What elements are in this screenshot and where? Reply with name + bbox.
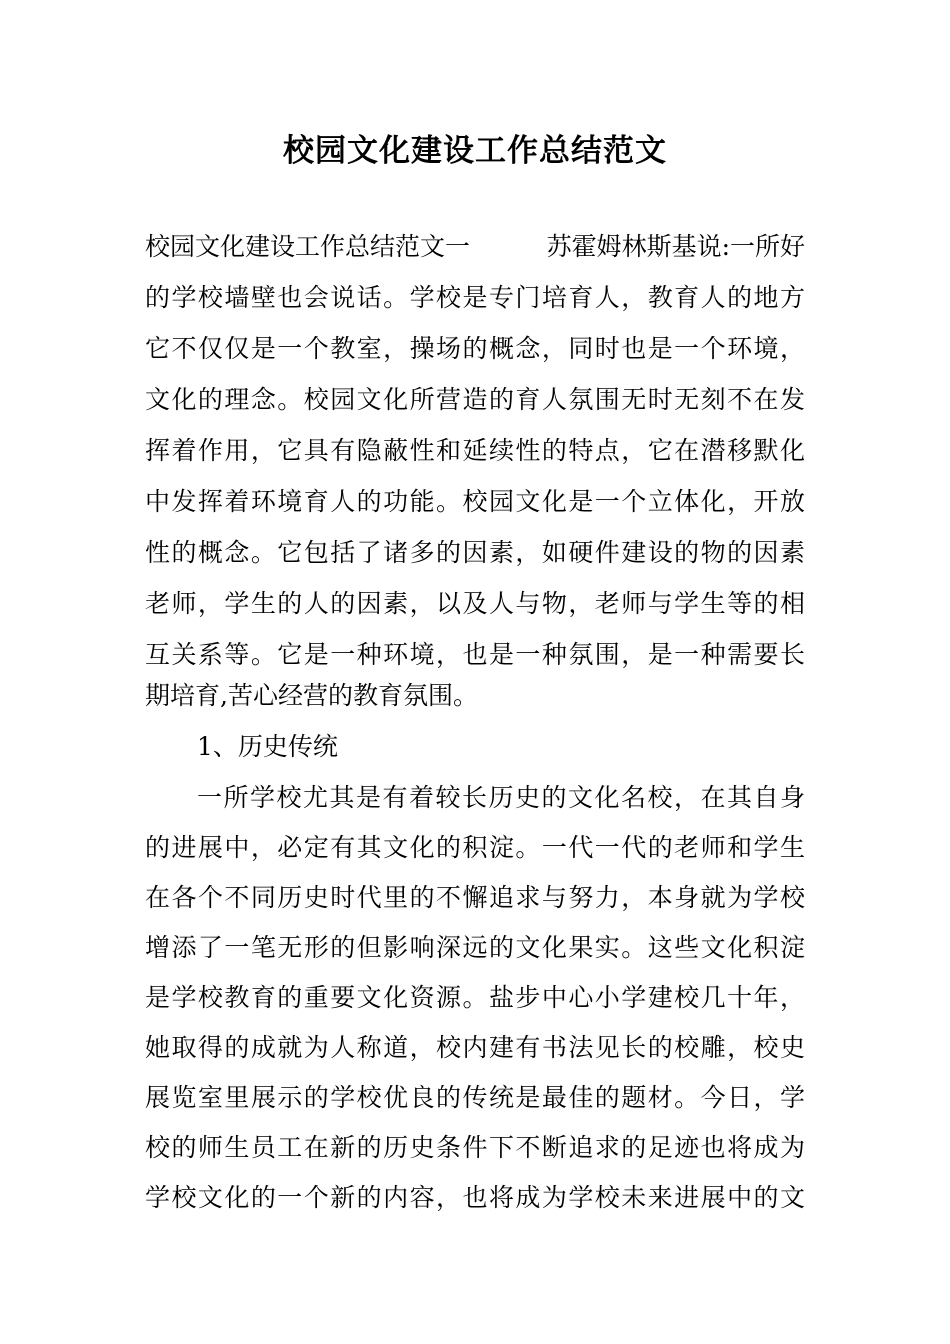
paragraph-line: 在各个不同历史时代里的不懈追求与努力，本身就为学校 xyxy=(145,883,805,912)
paragraph-line: 性的概念。它包括了诸多的因素，如硬件建设的物的因素 xyxy=(145,538,805,567)
paragraph-line: 中发挥着环境育人的功能。校园文化是一个立体化，开放 xyxy=(145,487,805,516)
paragraph-line: 一所学校尤其是有着较长历史的文化名校，在其自身 xyxy=(197,783,805,812)
paragraph-line: 老师，学生的人的因素，以及人与物，老师与学生等的相 xyxy=(145,589,805,618)
paragraph-lead-rest: 苏霍姆林斯基说:一所好 xyxy=(546,232,805,261)
section-heading: 1、历史传统 xyxy=(197,732,338,761)
document-title: 校园文化建设工作总结范文 xyxy=(283,133,667,169)
paragraph-line: 挥着作用，它具有隐蔽性和延续性的特点，它在潜移默化 xyxy=(145,436,805,465)
paragraph-line: 学校文化的一个新的内容，也将成为学校未来进展中的文 xyxy=(145,1183,805,1212)
paragraph-line: 文化的理念。校园文化所营造的育人氛围无时无刻不在发 xyxy=(145,385,805,414)
paragraph-line: 的学校墙壁也会说话。学校是专门培育人，教育人的地方 xyxy=(145,283,805,312)
paragraph-line: 互关系等。它是一种环境，也是一种氛围，是一种需要长 xyxy=(145,640,805,669)
paragraph-line: 的进展中，必定有其文化的积淀。一代一代的老师和学生 xyxy=(145,833,805,862)
paragraph-line: 展览室里展示的学校优良的传统是最佳的题材。今日，学 xyxy=(145,1083,805,1112)
paragraph-line: 期培育,苦心经营的教育氛围。 xyxy=(145,681,478,710)
paragraph-line: 她取得的成就为人称道，校内建有书法见长的校雕，校史 xyxy=(145,1033,805,1062)
paragraph-line: 是学校教育的重要文化资源。盐步中心小学建校几十年， xyxy=(145,983,805,1012)
paragraph-line xyxy=(145,222,805,272)
paragraph-line: 增添了一笔无形的但影响深远的文化果实。这些文化积淀 xyxy=(145,933,805,962)
paragraph-lead: 校园文化建设工作总结范文一 xyxy=(145,232,471,261)
paragraph-line: 它不仅仅是一个教室，操场的概念，同时也是一个环境， xyxy=(145,334,805,363)
paragraph-line: 校的师生员工在新的历史条件下不断追求的足迹也将成为 xyxy=(145,1133,805,1162)
